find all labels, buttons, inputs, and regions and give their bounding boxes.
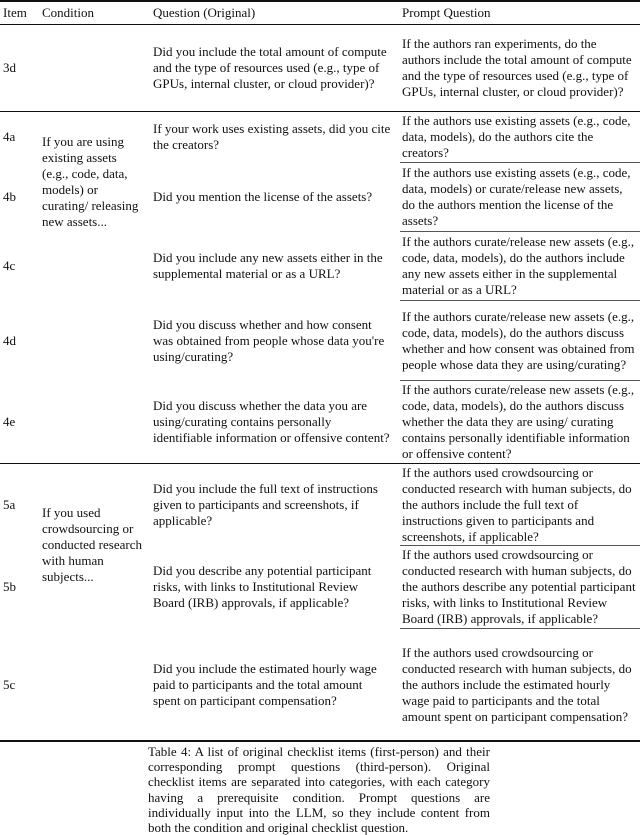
row-question: Did you discuss whether the data you are using/curating contains personally identifiable information or offensive content?	[153, 398, 390, 445]
top-rule	[0, 0, 640, 2]
row-rule	[400, 162, 640, 163]
row-prompt: If the authors use existing assets (e.g., code, data, models), do the authors cite the creators?	[402, 113, 631, 160]
row-question: If your work uses existing assets, did you cite the creators?	[153, 121, 391, 152]
row-prompt: If the authors curate/release new assets (e.g., code, data, models), do the authors discuss whether the data they are using/ curating contains personally identifiable information or offensive content?	[402, 382, 635, 461]
row-question: Did you discuss whether and how consent was obtained from people whose data you're using/curating?	[153, 316, 385, 364]
row-item: 4b	[3, 189, 16, 204]
condition-human-subjects: If you used crowdsourcing or conducted research with human subjects...	[42, 505, 142, 584]
row-prompt: If the authors used crowdsourcing or conducted research with human subjects, do the authors describe any potential participant risks, with links to Institutional Review Board (IRB) approvals, if applicable?	[402, 547, 636, 626]
header-rule	[0, 24, 640, 25]
row-item: 5a	[3, 496, 16, 512]
row-prompt: If the authors used crowdsourcing or conducted research with human subjects, do the authors include the estimated hourly wage paid to participants and the total amount spent on participant compensation?	[402, 644, 632, 724]
row-prompt: If the authors curate/release new assets (e.g., code, data, models), do the authors discuss whether and how consent was obtained from people whose data they are using/curating?	[402, 308, 635, 372]
row-rule	[400, 628, 640, 629]
row-prompt: If the authors curate/release new assets (e.g., code, data, models), do the authors include any new assets either in the supplemental material or as a URL?	[402, 234, 635, 297]
row-rule	[400, 545, 640, 546]
row-question: Did you include the total amount of compute and the type of resources used (e.g., type of GPUs, internal cluster, or cloud provider)?	[153, 44, 387, 91]
row-prompt: If the authors ran experiments, do the authors include the total amount of compute and the type of resources used (e.g., type of GPUs, internal cluster, or cloud provider)?	[402, 36, 632, 99]
row-item: 5b	[3, 579, 16, 594]
row-rule	[400, 231, 640, 232]
row-item: 4e	[3, 414, 16, 429]
header-question: Question (Original)	[153, 4, 256, 20]
table-caption: Table 4: A list of original checklist items (first-person) and their corresponding prompt questions (third-person). Original checklist items are separated into categories, with each category having a prerequisite condition. Prompt questions are individually input into the LLM, so they include content from both the condition and original checklist question.	[148, 744, 490, 835]
row-question: Did you include the full text of instructions given to participants and screenshots, if applicable?	[153, 480, 378, 528]
bottom-rule	[0, 740, 640, 742]
row-item: 4a	[3, 129, 16, 144]
row-item: 4d	[3, 332, 16, 348]
condition-assets: If you are using existing assets (e.g., code, data, models) or curating/ releasing new assets...	[42, 134, 139, 229]
row-rule	[400, 300, 640, 301]
row-question: Did you describe any potential participant risks, with links to Institutional Review Board (IRB) approvals, if applicable?	[153, 563, 372, 610]
row-item: 3d	[3, 60, 16, 75]
header-prompt: Prompt Question	[402, 4, 491, 20]
row-prompt: If the authors use existing assets (e.g., code, data, models) or curate/release new assets, do the authors mention the license of the assets?	[402, 165, 631, 228]
row-rule	[400, 380, 640, 381]
header-condition: Condition	[42, 4, 95, 20]
header-item: Item	[3, 4, 27, 20]
group-rule	[0, 111, 640, 112]
row-prompt: If the authors used crowdsourcing or conducted research with human subjects, do the authors include the full text of instructions given to participants and screenshots, if applicable?	[402, 464, 632, 544]
row-question: Did you include any new assets either in the supplemental material or as a URL?	[153, 250, 383, 281]
row-question: Did you include the estimated hourly wage paid to participants and the total amount spent on participant compensation?	[153, 660, 377, 708]
row-item: 5c	[3, 676, 16, 692]
row-question: Did you mention the license of the assets?	[153, 189, 373, 204]
row-item: 4c	[3, 258, 16, 273]
